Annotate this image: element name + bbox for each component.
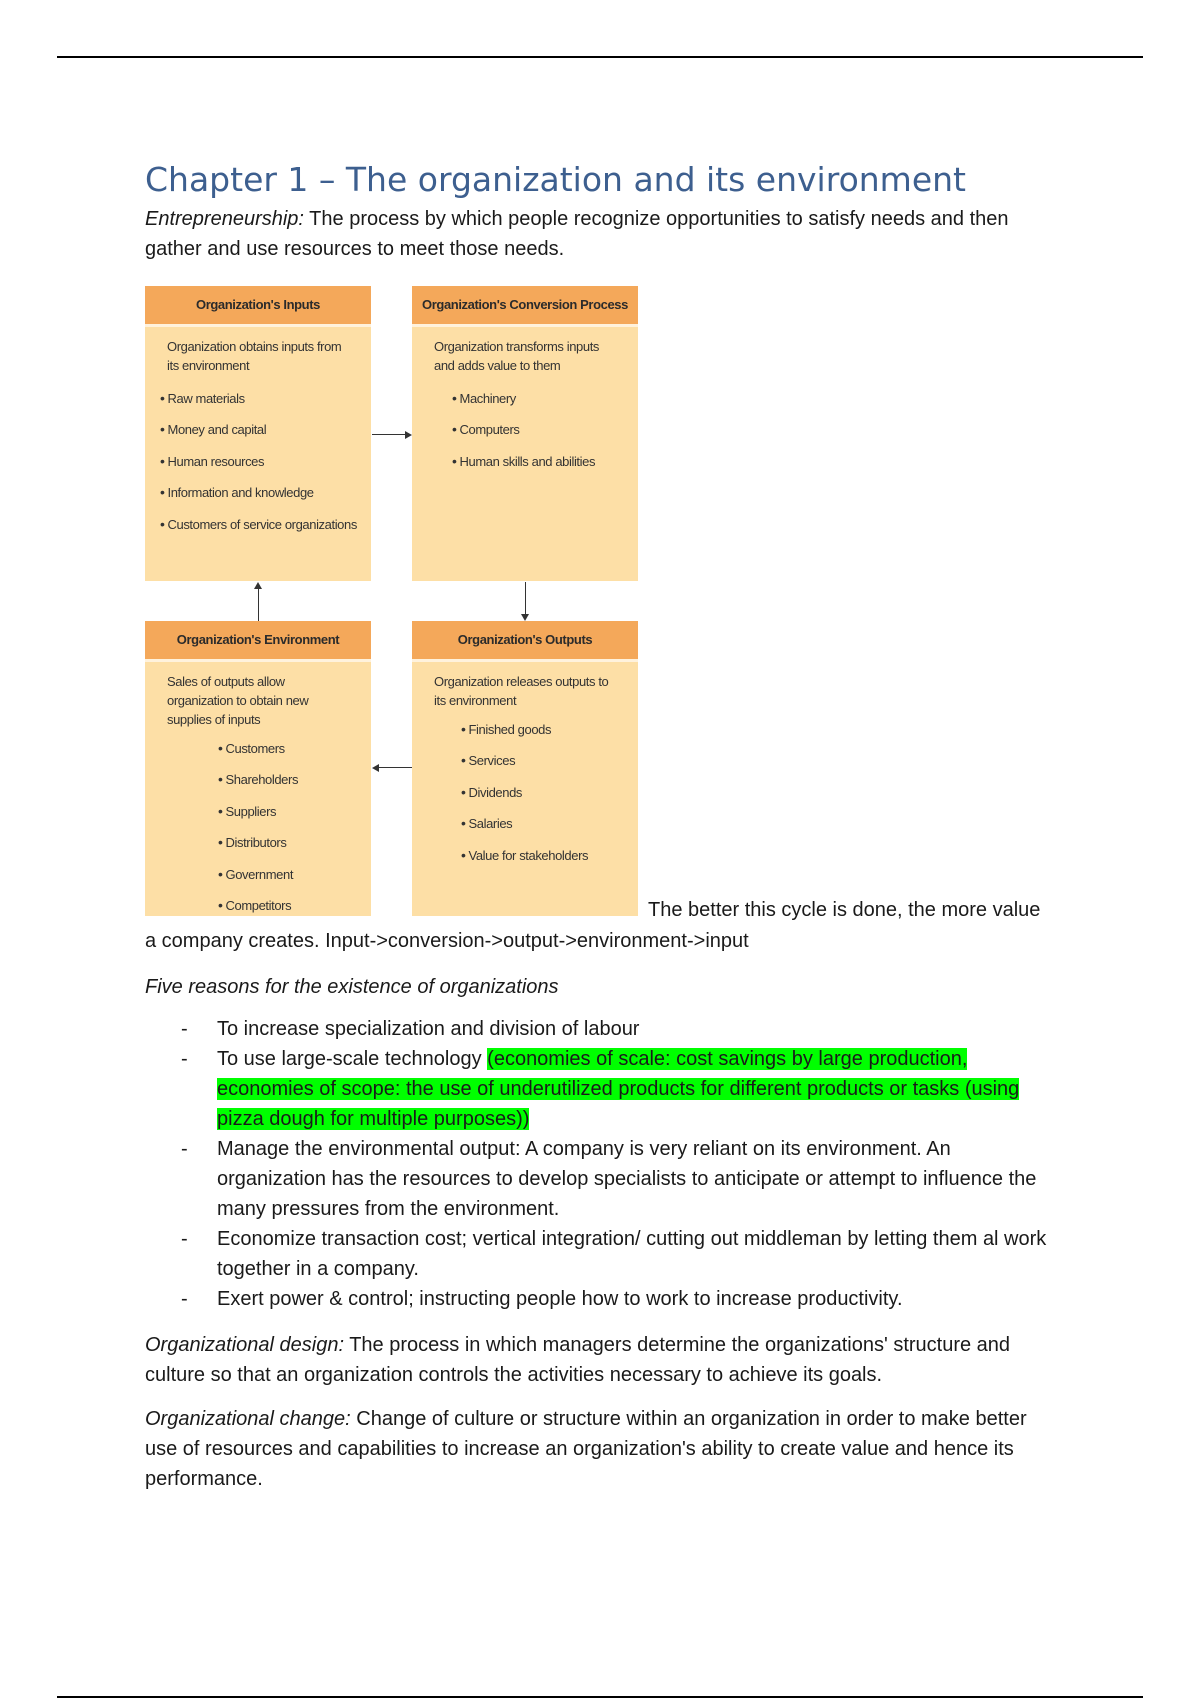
list-item: • Computers [452, 414, 638, 446]
outputs-description: Organization releases outputs to its environment [434, 673, 609, 708]
list-item: • Finished goods [461, 714, 638, 746]
arrow-conversion-to-outputs [525, 582, 526, 614]
arrow-right-icon [405, 431, 412, 439]
environment-box [145, 621, 371, 916]
arrow-environment-to-inputs [258, 589, 259, 621]
outputs-box [412, 621, 638, 916]
term-label: Organizational design: [145, 1333, 345, 1356]
reason-item-3: - Manage the environmental output: A company is very reliant on its environment. An organization has the resources to develop specialists to anticipate or attempt to influence the many pressures from the environment. [217, 1134, 1055, 1224]
list-item: • Services [461, 745, 638, 777]
environment-list [145, 733, 371, 922]
document-page [145, 160, 1055, 1494]
list-item: • Customers of service organizations [160, 509, 371, 541]
reason-item-5: - Exert power & control; instructing people how to work to increase productivity. [217, 1284, 1055, 1314]
reasons-heading: Five reasons for the existence of organizations [145, 975, 559, 998]
reason-item-4: - Economize transaction cost; vertical integration/ cutting out middleman by letting them al work together in a company. [217, 1224, 1055, 1284]
footer-rule [57, 1696, 1143, 1698]
inputs-box [145, 286, 371, 581]
org-design-definition [145, 1330, 1055, 1390]
entrepreneurship-definition [145, 204, 1055, 264]
list-item: • Money and capital [160, 414, 371, 446]
inputs-heading: Organization's Inputs [145, 286, 371, 327]
inputs-list [145, 383, 371, 541]
list-item: • Dividends [461, 777, 638, 809]
cycle-text-line1: The better this cycle is done, the more value [648, 898, 1041, 921]
chapter-title: Chapter 1 – The organization and its environment [145, 160, 966, 199]
outputs-heading: Organization's Outputs [412, 621, 638, 662]
conversion-heading: Organization's Conversion Process [412, 286, 638, 327]
conversion-description: Organization transforms inputs and adds value to them [434, 338, 600, 373]
list-item: • Raw materials [160, 383, 371, 415]
list-item: • Competitors [218, 890, 371, 922]
reason-2-text: To use large-scale technology [217, 1047, 488, 1070]
term-label: Organizational change: [145, 1407, 351, 1430]
term-label: Entrepreneurship: [145, 207, 304, 230]
arrow-down-icon [521, 614, 529, 621]
conversion-list [412, 383, 638, 478]
conversion-box [412, 286, 638, 581]
arrow-inputs-to-conversion [372, 434, 405, 435]
header-rule [57, 56, 1143, 58]
definition-text: Change of culture or structure within an organization in order to make better use of resources and capabilities to increase an organization's ability to create value and hence its performance. [145, 1407, 1027, 1490]
outputs-list [412, 714, 638, 872]
environment-description: Sales of outputs allow organization to obtain new supplies of inputs [167, 673, 309, 727]
inputs-description: Organization obtains inputs from its environment [167, 338, 342, 373]
reason-item-1: - To increase specialization and division of labour [217, 1014, 1055, 1044]
reasons-list [145, 1014, 1055, 1314]
highlighted-text: (economies of scale: cost savings by large production, economies of scope: the use of underutilized products for different products or tasks (using pizza dough for multiple purposes)) [217, 1047, 1020, 1130]
list-item: • Shareholders [218, 764, 371, 796]
list-item: • Information and knowledge [160, 477, 371, 509]
arrow-left-icon [372, 764, 379, 772]
org-change-definition [145, 1404, 1055, 1494]
organization-cycle-diagram [145, 286, 1055, 926]
list-item: • Salaries [461, 808, 638, 840]
definition-text: The process in which managers determine the organizations' structure and culture so that an organization controls the activities necessary to achieve its goals. [145, 1333, 1011, 1386]
list-item: • Value for stakeholders [461, 840, 638, 872]
list-item: • Machinery [452, 383, 638, 415]
arrow-up-icon [254, 582, 262, 589]
reason-item-2 [217, 1044, 1055, 1134]
definition-text: The process by which people recognize opportunities to satisfy needs and then gather and use resources to meet those needs. [145, 207, 1009, 260]
environment-heading: Organization's Environment [145, 621, 371, 662]
arrow-outputs-to-environment [379, 767, 412, 768]
list-item: • Customers [218, 733, 371, 765]
list-item: • Human skills and abilities [452, 446, 638, 478]
list-item: • Suppliers [218, 796, 371, 828]
list-item: • Distributors [218, 827, 371, 859]
list-item: • Human resources [160, 446, 371, 478]
list-item: • Government [218, 859, 371, 891]
cycle-text-line2: a company creates. Input->conversion->output->environment->input [145, 929, 749, 952]
